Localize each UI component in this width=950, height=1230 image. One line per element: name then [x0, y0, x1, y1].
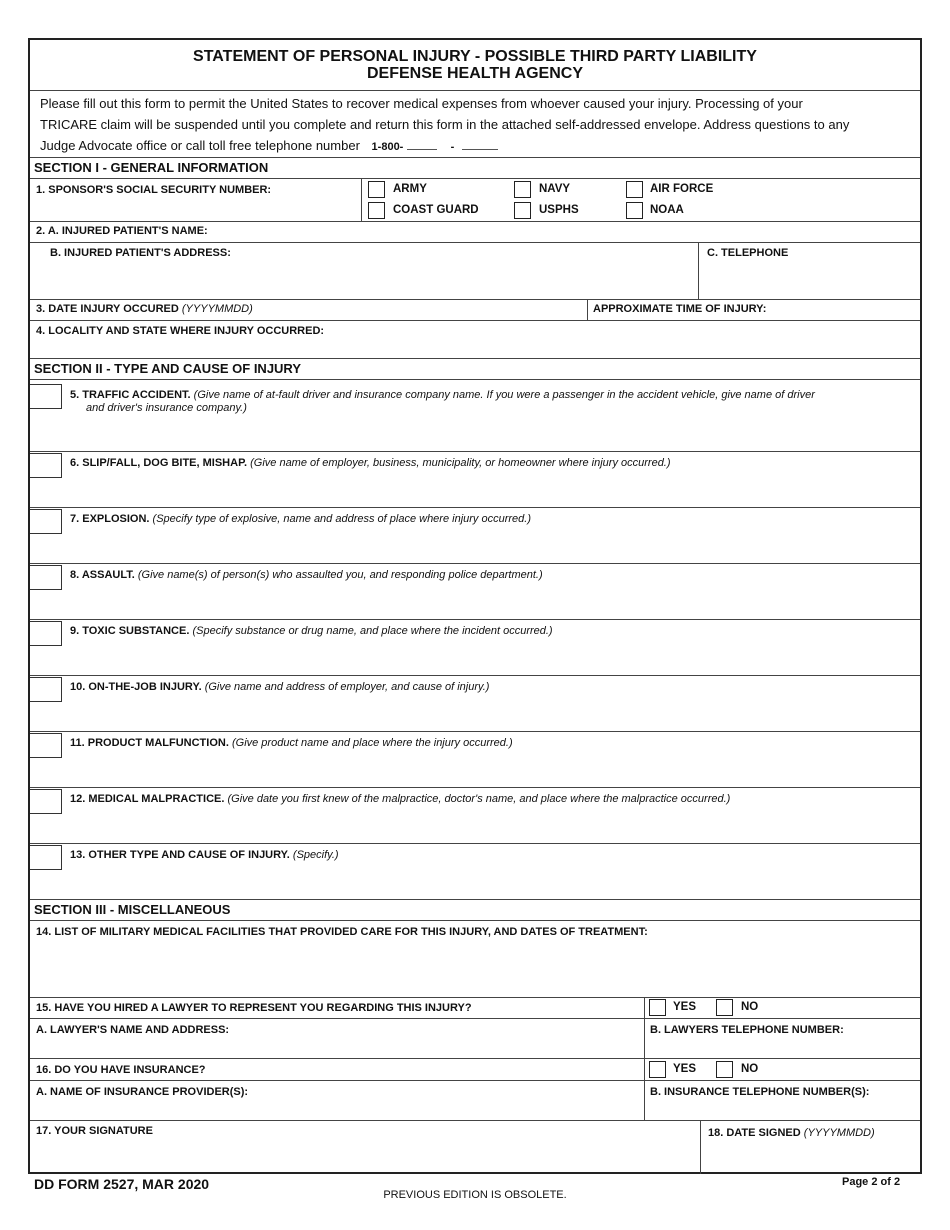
assault-checkbox[interactable] [30, 565, 62, 590]
lawyer-yes-label: YES [673, 1001, 697, 1013]
section-3-header: SECTION III - MISCELLANEOUS [34, 902, 231, 917]
explosion-label: 7. EXPLOSION. (Specify type of explosive, name and address of place where injury occurred.) [70, 513, 531, 525]
navy-label: NAVY [539, 183, 571, 195]
signature-field[interactable] [30, 1140, 700, 1170]
coast-guard-checkbox[interactable] [368, 202, 385, 219]
air-force-label: AIR FORCE [650, 183, 714, 195]
locality-field[interactable] [30, 340, 920, 358]
telephone-field[interactable] [699, 262, 920, 296]
section-1-header: SECTION I - GENERAL INFORMATION [34, 160, 269, 175]
usphs-checkbox[interactable] [514, 202, 531, 219]
explosion-checkbox[interactable] [30, 509, 62, 534]
form-id: DD FORM 2527, MAR 2020 [34, 1176, 210, 1192]
usphs-label: USPHS [539, 204, 579, 216]
coast-guard-label: COAST GUARD [393, 204, 479, 216]
date-signed-field[interactable] [701, 1142, 920, 1170]
patient-name-label: 2. A. INJURED PATIENT'S NAME: [36, 225, 208, 237]
intro-line-1: Please fill out this form to permit the United States to recover medical expenses from whoever caused your injury. Processing of your [40, 96, 803, 111]
injury-statement-form [28, 38, 922, 1174]
lawyer-no-checkbox[interactable] [716, 999, 733, 1016]
date-signed-label: 18. DATE SIGNED (YYYYMMDD) [708, 1127, 875, 1139]
product-malfunction-checkbox[interactable] [30, 733, 62, 758]
air-force-checkbox[interactable] [626, 181, 643, 198]
phone-prefix: 1-800- [371, 141, 404, 153]
product-malfunction-label: 11. PRODUCT MALFUNCTION. (Give product name and place where the injury occurred.) [70, 737, 513, 749]
insurance-question: 16. DO YOU HAVE INSURANCE? [36, 1064, 206, 1076]
section-2-header: SECTION II - TYPE AND CAUSE OF INJURY [34, 361, 302, 376]
noaa-checkbox[interactable] [626, 202, 643, 219]
insurance-yes-label: YES [673, 1063, 697, 1075]
signature-label: 17. YOUR SIGNATURE [36, 1125, 153, 1137]
lawyer-question: 15. HAVE YOU HIRED A LAWYER TO REPRESENT YOU REGARDING THIS INJURY? [36, 1002, 472, 1014]
traffic-accident-checkbox[interactable] [30, 384, 62, 409]
form-title-line2: DEFENSE HEALTH AGENCY [366, 65, 583, 82]
slip-fall-checkbox[interactable] [30, 453, 62, 478]
on-the-job-label: 10. ON-THE-JOB INJURY. (Give name and address of employer, and cause of injury.) [70, 681, 490, 693]
telephone-label: C. TELEPHONE [707, 247, 789, 259]
facilities-label: 14. LIST OF MILITARY MEDICAL FACILITIES THAT PROVIDED CARE FOR THIS INJURY, AND DATES OF TREATMENT: [36, 926, 648, 938]
phone-blank-1[interactable] [407, 149, 437, 150]
intro-line-3: Judge Advocate office or call toll free telephone number 1-800- - [40, 135, 912, 158]
noaa-label: NOAA [650, 204, 684, 216]
facilities-field[interactable] [30, 941, 920, 996]
patient-address-label: B. INJURED PATIENT'S ADDRESS: [50, 247, 231, 259]
navy-checkbox[interactable] [514, 181, 531, 198]
toxic-substance-checkbox[interactable] [30, 621, 62, 646]
obsolete-notice: PREVIOUS EDITION IS OBSOLETE. [383, 1189, 567, 1201]
patient-address-field[interactable] [30, 262, 698, 296]
intro-text [40, 93, 912, 158]
insurance-phone-label: B. INSURANCE TELEPHONE NUMBER(S): [650, 1086, 870, 1098]
slip-fall-label: 6. SLIP/FALL, DOG BITE, MISHAP. (Give name of employer, business, municipality, or homeowner where injury occurred.) [70, 457, 671, 469]
insurance-no-checkbox[interactable] [716, 1061, 733, 1078]
lawyer-phone-label: B. LAWYERS TELEPHONE NUMBER: [650, 1024, 844, 1036]
toxic-substance-label: 9. TOXIC SUBSTANCE. (Specify substance or drug name, and place where the incident occurred.) [70, 625, 553, 637]
date-injury-label: 3. DATE INJURY OCCURED (YYYYMMDD) [36, 303, 253, 315]
time-injury-label: APPROXIMATE TIME OF INJURY: [593, 303, 767, 315]
locality-label: 4. LOCALITY AND STATE WHERE INJURY OCCURRED: [36, 325, 325, 337]
form-title [30, 48, 920, 82]
insurance-name-label: A. NAME OF INSURANCE PROVIDER(S): [36, 1086, 249, 1098]
medical-malpractice-checkbox[interactable] [30, 789, 62, 814]
page-number: Page 2 of 2 [842, 1176, 901, 1188]
assault-label: 8. ASSAULT. (Give name(s) of person(s) who assaulted you, and responding police department.) [70, 569, 543, 581]
other-injury-checkbox[interactable] [30, 845, 62, 870]
on-the-job-checkbox[interactable] [30, 677, 62, 702]
insurance-yes-checkbox[interactable] [649, 1061, 666, 1078]
traffic-accident-label: 5. TRAFFIC ACCIDENT. (Give name of at-fault driver and insurance company name. If you were a passenger in the accident vehicle, give name of driver and driver's insurance company.) [70, 389, 815, 414]
lawyer-name-label: A. LAWYER'S NAME AND ADDRESS: [36, 1024, 230, 1036]
lawyer-no-label: NO [741, 1001, 759, 1013]
army-label: ARMY [393, 183, 427, 195]
army-checkbox[interactable] [368, 181, 385, 198]
form-title-line1: STATEMENT OF PERSONAL INJURY - POSSIBLE THIRD PARTY LIABILITY [193, 48, 757, 65]
ssn-label: 1. SPONSOR'S SOCIAL SECURITY NUMBER: [36, 184, 272, 196]
other-injury-label: 13. OTHER TYPE AND CAUSE OF INJURY. (Specify.) [70, 849, 339, 861]
insurance-no-label: NO [741, 1063, 759, 1075]
lawyer-yes-checkbox[interactable] [649, 999, 666, 1016]
phone-blank-2[interactable] [462, 149, 498, 150]
intro-line-2: TRICARE claim will be suspended until you complete and return this form in the attached self-addressed envelope. Address questions to any [40, 117, 850, 132]
medical-malpractice-label: 12. MEDICAL MALPRACTICE. (Give date you first knew of the malpractice, doctor's name, and place where the malpractice occurred.) [70, 793, 731, 805]
